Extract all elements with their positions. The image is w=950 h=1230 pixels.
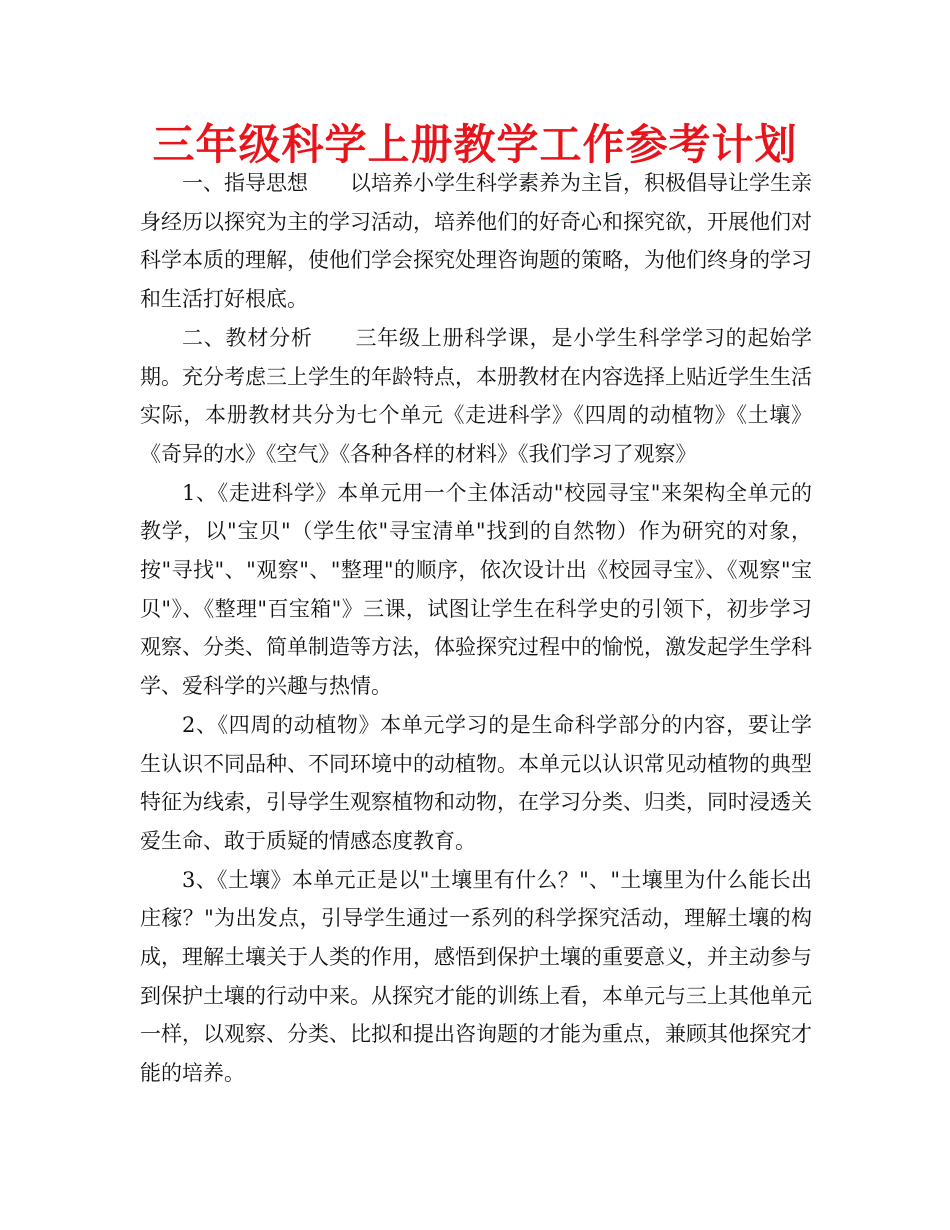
section-heading: 一、指导思想 (182, 171, 308, 195)
document-title: 三年级科学上册教学工作参考计划 (152, 120, 798, 169)
paragraph-unit-1: 1、《走进科学》本单元用一个主体活动"校园寻宝"来架构全单元的教学，以"宝贝"（学生依"寻宝清单"找到的自然物）作为研究的对象，按"寻找"、"观察"、"整理"的顺序，依次设计出《校园寻宝》、《观察"宝贝"》、《整理"百宝箱"》三课，试图让学生在科学史的引领下，初步学习观察、分类、简单制造等方法，体验探究过程中的愉悦，激发起学生学科学、爱科学的兴趣与热情。 (140, 480, 812, 699)
document-body (140, 164, 812, 1093)
section-heading: 二、教材分析 (182, 325, 313, 350)
paragraph-unit-2: 2、《四周的动植物》本单元学习的是生命科学部分的内容，要让学生认识不同品种、不同环境中的动植物。本单元以认识常见动植物的典型特征为线索，引导学生观察植物和动物，在学习分类、归类，同时浸透关爱生命、敢于质疑的情感态度教育。 (140, 712, 812, 853)
section-text: 以培养小学生科学素养为主旨，积极倡导让学生亲身经历以探究为主的学习活动，培养他们的好奇心和探究欲，开展他们对科学本质的理解，使他们学会探究处理咨询题的策略，为他们终身的学习和生活打好根底。 (140, 171, 812, 312)
paragraph-unit-3: 3、《土壤》本单元正是以"土壤里有什么？"、"土壤里为什么能长出庄稼？"为出发点，引导学生通过一系列的科学探究活动，理解土壤的构成，理解土壤关于人类的作用，感悟到保护土壤的重要意义，并主动参与到保护土壤的行动中来。从探究才能的训练上看，本单元与三上其他单元一样，以观察、分类、比拟和提出咨询题的才能为重点，兼顾其他探究才能的培养。 (140, 867, 812, 1086)
section-guiding-thought (140, 164, 812, 319)
section-text: 三年级上册科学课，是小学生科学学习的起始学期。充分考虑三上学生的年龄特点，本册教材在内容选择上贴近学生生活实际，本册教材共分为七个单元《走进科学》《四周的动植物》《土壤》《奇异的水》《空气》《各种各样的材料》《我们学习了观察》 (140, 325, 813, 466)
section-textbook-analysis (140, 319, 812, 474)
